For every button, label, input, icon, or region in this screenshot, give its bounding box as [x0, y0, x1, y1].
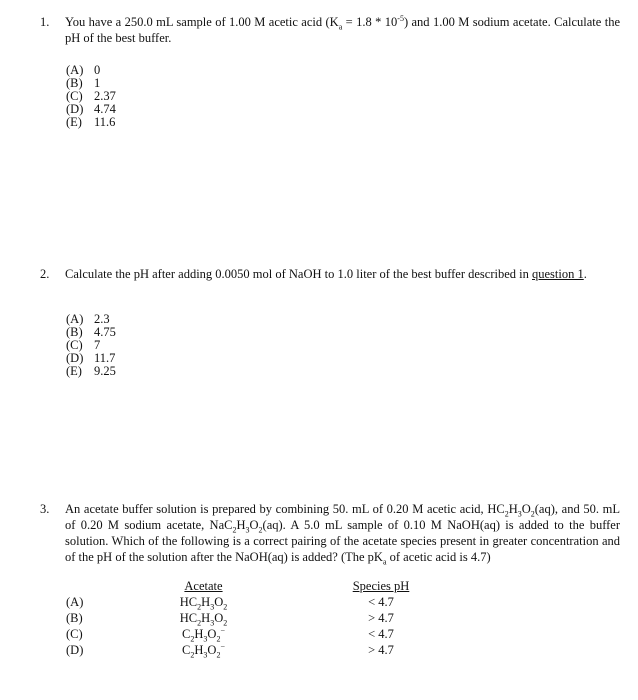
choice-item[interactable]: (A) 2.3 [66, 312, 110, 326]
ph-cell: < 4.7 [368, 595, 394, 609]
ph-cell: > 4.7 [368, 611, 394, 625]
choice-list [66, 313, 116, 378]
question-stem: Calculate the pH after adding 0.0050 mol of NaOH to 1.0 liter of the best buffer described in question 1. [65, 267, 587, 281]
choice-item[interactable]: (C) 2.37 [66, 89, 116, 103]
choice-list [66, 64, 116, 129]
ph-cell: < 4.7 [368, 627, 394, 641]
question-number: 2. [40, 267, 50, 281]
choice-item[interactable]: (C) 7 [66, 338, 101, 352]
choice-item[interactable]: (B) 1 [66, 76, 101, 90]
choice-item[interactable]: (E) 9.25 [66, 364, 116, 378]
ph-cell: > 4.7 [368, 643, 394, 657]
question-1-link[interactable]: question 1 [532, 267, 584, 281]
row-label[interactable]: (B) [66, 611, 83, 625]
question-stem: You have a 250.0 mL sample of 1.00 M acetic acid $(K_a = 1.8 * 10^{-5})$ and 1.00 M sodium acetate. Calculate the pH of the best buffer. [65, 13, 620, 45]
row-label[interactable]: (C) [66, 627, 83, 641]
question-number: 3. [40, 502, 50, 516]
ph-column [346, 578, 416, 658]
answer-table [66, 578, 466, 658]
row-label[interactable]: (D) [66, 643, 84, 657]
choice-item[interactable]: (A) 0 [66, 63, 101, 77]
choice-item[interactable]: (E) 11.6 [66, 115, 116, 129]
column-header: Species pH [352, 579, 410, 593]
species-cell: $HC_2H_3O_2$ [179, 611, 228, 628]
question-number: 1. [40, 15, 50, 29]
species-column [166, 578, 241, 658]
species-cell: $HC_2H_3O_2$ [179, 595, 228, 612]
species-cell: $C_2H_3O_2^-$ [182, 641, 225, 660]
question-stem: An acetate buffer solution is prepared by combining 50. mL of 0.20 M acetic acid, $HC_2H_3O_2(aq)$, and 50. mL of 0.20 M sodium acetate, $NaC_2H_3O_2(aq)$. A 5.0 mL sample of 0.10 M NaOH(aq) is added to the buffer solution. Which of the following is a correct pairing of the acetate species present in greater concentration and of the pH of the solution after the NaOH(aq) is added? (The $pK_a$ of acetic acid is 4.7) [65, 502, 621, 567]
row-labels [66, 594, 96, 658]
column-header: Acetate [184, 579, 223, 593]
choice-item[interactable]: (D) 11.7 [66, 351, 116, 365]
choice-item[interactable]: (B) 4.75 [66, 325, 116, 339]
species-cell: $C_2H_3O_2^-$ [182, 625, 225, 644]
row-label[interactable]: (A) [66, 595, 84, 609]
choice-item[interactable]: (D) 4.74 [66, 102, 116, 116]
